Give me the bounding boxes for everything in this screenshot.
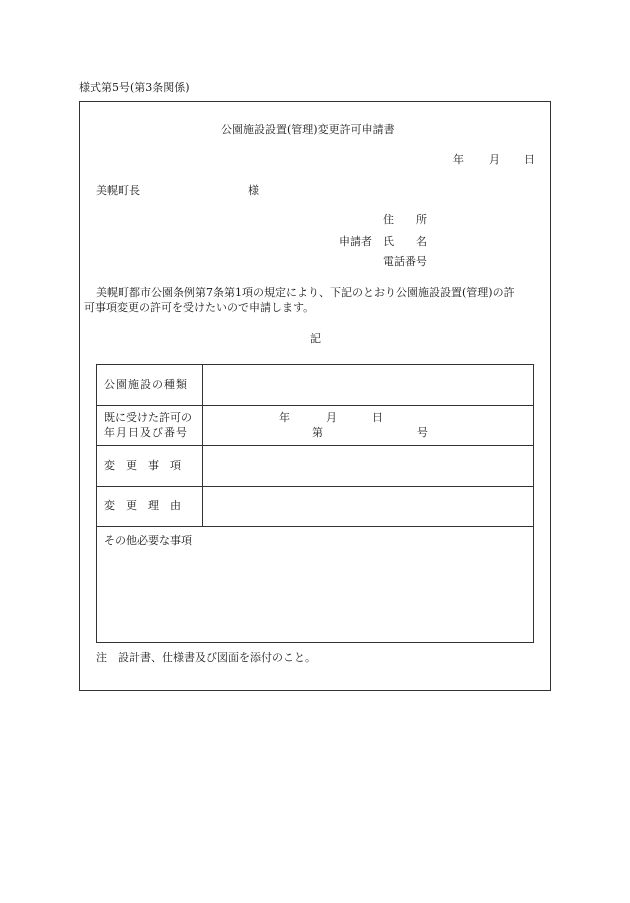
details-table: [96, 364, 534, 643]
change-items-field[interactable]: [207, 449, 529, 482]
change-reason-field[interactable]: [207, 490, 529, 522]
row-change-reason-label: 変 更 理 由: [104, 499, 181, 512]
other-matters-field[interactable]: [104, 551, 528, 637]
applicant-address-label: 住 所: [383, 213, 427, 226]
table-divider: [97, 445, 533, 446]
ki-label: 記: [310, 332, 321, 345]
form-title: 公園施設設置(管理)変更許可申請書: [221, 123, 395, 136]
prior-permit-year: 年: [279, 411, 290, 424]
park-facility-type-field[interactable]: [207, 369, 529, 401]
prior-permit-month: 月: [326, 411, 337, 424]
row-change-items-label: 変 更 事 項: [104, 459, 181, 472]
table-divider: [97, 405, 533, 406]
table-divider: [97, 526, 533, 527]
row-other-matters-label: その他必要な事項: [104, 534, 192, 547]
applicant-label: 申請者: [339, 235, 372, 248]
form-number: 様式第5号(第3条関係): [79, 81, 190, 94]
date-day: 日: [524, 153, 535, 166]
footnote: 注 設計書、仕様書及び図面を添付のこと。: [96, 651, 316, 664]
applicant-name-label: 氏 名: [383, 235, 427, 248]
date-year: 年: [453, 153, 464, 166]
table-divider: [97, 486, 533, 487]
row-prior-permit-label-2: 年月日及び番号: [104, 426, 188, 439]
addressee-honorific: 様: [248, 184, 259, 197]
body-text-line2: 可事項変更の許可を受けたいので申請します。: [84, 301, 315, 314]
body-text-line1: 美幌町都市公園条例第7条第1項の規定により、下記のとおり公園施設設置(管理)の許: [96, 286, 515, 299]
applicant-phone-label: 電話番号: [383, 255, 427, 268]
addressee-name: 美幌町長: [96, 184, 140, 197]
prior-permit-go: 号: [417, 426, 428, 439]
row-park-facility-type-label: 公園施設の種類: [104, 378, 188, 391]
prior-permit-dai: 第: [312, 426, 323, 439]
date-month: 月: [489, 153, 500, 166]
row-prior-permit-label-1: 既に受けた許可の: [104, 411, 192, 424]
prior-permit-day: 日: [372, 411, 383, 424]
table-column-divider: [202, 365, 203, 526]
